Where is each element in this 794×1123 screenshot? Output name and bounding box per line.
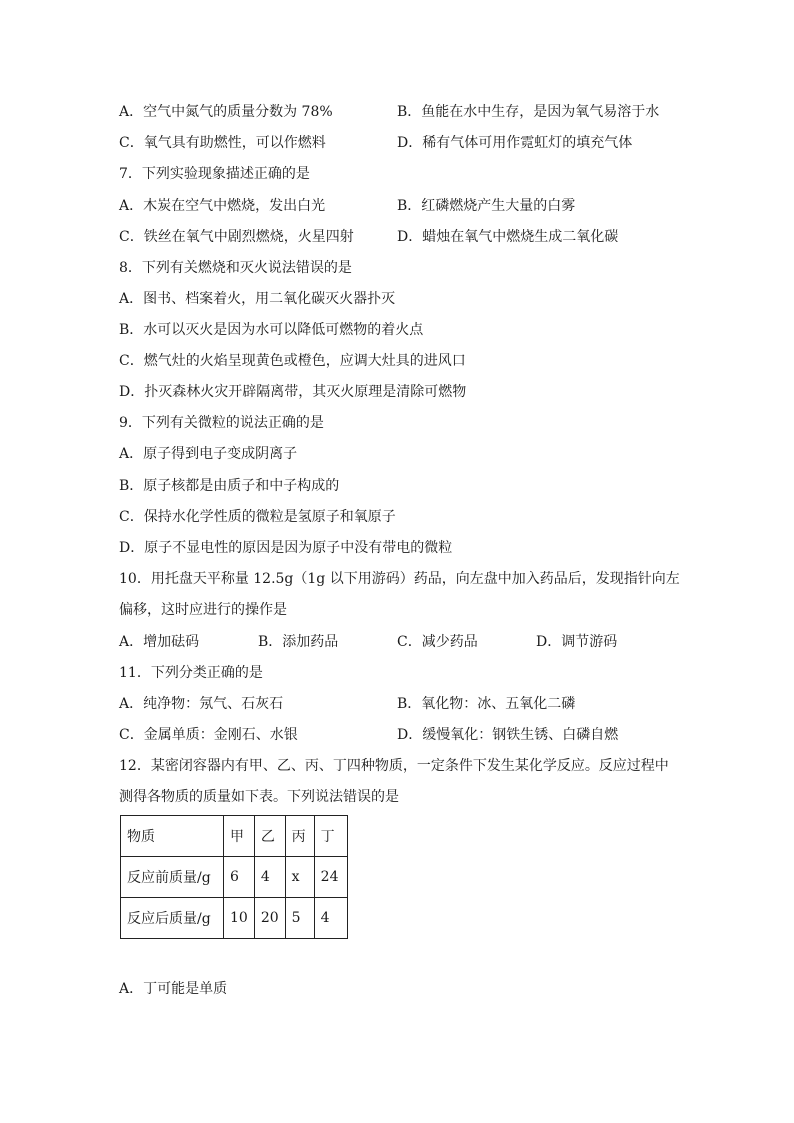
q6-options-row2 [119, 133, 679, 153]
q10-options [119, 632, 679, 652]
q7-options-row1 [119, 196, 679, 216]
table-cell: 4 [254, 857, 285, 898]
table-cell: 反应前质量/g [121, 857, 224, 898]
table-header-cell: 乙 [254, 816, 285, 857]
q11-option-a: A．纯净物：氖气、石灰石 [119, 696, 284, 712]
q9-option-b: B．原子核都是由质子和中子构成的 [119, 478, 340, 494]
q10-stem-line1: 10．用托盘天平称量 12.5g（1g 以下用游码）药品，向左盘中加入药品后，发现指针向左 [119, 571, 680, 587]
table-cell: 24 [314, 857, 347, 898]
table-cell: x [285, 857, 314, 898]
q7-option-c: C．铁丝在氧气中剧烈燃烧，火星四射 [119, 229, 354, 245]
table-header-row [121, 816, 348, 857]
q8-option-b: B．水可以灭火是因为水可以降低可燃物的着火点 [119, 322, 424, 338]
q7-stem: 7．下列实验现象描述正确的是 [119, 166, 310, 182]
q6-option-b: B．鱼能在水中生存，是因为氧气易溶于水 [397, 104, 660, 120]
table-cell: 5 [285, 898, 314, 939]
table-header-cell: 甲 [224, 816, 255, 857]
q10-option-d: D．调节游码 [536, 634, 618, 650]
q10-stem-line2: 偏移，这时应进行的操作是 [119, 602, 287, 618]
q10-option-c: C．减少药品 [397, 634, 478, 650]
q11-option-d: D．缓慢氧化：钢铁生锈、白磷自燃 [397, 727, 619, 743]
q12-stem-line1: 12．某密闭容器内有甲、乙、丙、丁四种物质，一定条件下发生某化学反应。反应过程中 [119, 758, 669, 774]
q12-stem-line2: 测得各物质的质量如下表。下列说法错误的是 [119, 789, 399, 805]
q10-option-b: B．添加药品 [258, 634, 339, 650]
table-cell: 4 [314, 898, 347, 939]
q11-stem: 11．下列分类正确的是 [119, 665, 263, 681]
q6-option-a: A．空气中氮气的质量分数为 78% [119, 104, 333, 120]
q11-options-row2 [119, 725, 679, 745]
q10-option-a: A．增加砝码 [119, 634, 200, 650]
table-cell: 6 [224, 857, 255, 898]
table-row [121, 857, 348, 898]
table-header-cell: 丁 [314, 816, 347, 857]
q7-option-a: A．木炭在空气中燃烧，发出白光 [119, 198, 326, 214]
q11-option-c: C．金属单质：金刚石、水银 [119, 727, 298, 743]
table-cell: 20 [254, 898, 285, 939]
q6-option-c: C．氧气具有助燃性，可以作燃料 [119, 135, 326, 151]
q9-option-a: A．原子得到电子变成阴离子 [119, 446, 298, 462]
q7-option-b: B．红磷燃烧产生大量的白雾 [397, 198, 576, 214]
q6-option-d: D．稀有气体可用作霓虹灯的填充气体 [397, 135, 633, 151]
q11-option-b: B．氧化物：冰、五氧化二磷 [397, 696, 576, 712]
table-cell: 反应后质量/g [121, 898, 224, 939]
q9-option-d: D．原子不显电性的原因是因为原子中没有带电的微粒 [119, 540, 453, 556]
table-cell: 10 [224, 898, 255, 939]
q12-option-a: A．丁可能是单质 [119, 981, 228, 997]
table-row [121, 898, 348, 939]
table-header-cell: 丙 [285, 816, 314, 857]
q8-stem: 8．下列有关燃烧和灭火说法错误的是 [119, 260, 352, 276]
q8-option-a: A．图书、档案着火，用二氧化碳灭火器扑灭 [119, 291, 396, 307]
q11-options-row1 [119, 694, 679, 714]
q9-option-c: C．保持水化学性质的微粒是氢原子和氧原子 [119, 509, 396, 525]
q7-options-row2 [119, 227, 679, 247]
table-header-cell: 物质 [121, 816, 224, 857]
q7-option-d: D．蜡烛在氧气中燃烧生成二氧化碳 [397, 229, 619, 245]
q8-option-d: D．扑灭森林火灾开辟隔离带，其灭火原理是清除可燃物 [119, 384, 467, 400]
q9-stem: 9．下列有关微粒的说法正确的是 [119, 415, 324, 431]
q6-options-row1 [119, 102, 679, 122]
q8-option-c: C．燃气灶的火焰呈现黄色或橙色，应调大灶具的进风口 [119, 353, 466, 369]
mass-table [120, 815, 348, 939]
